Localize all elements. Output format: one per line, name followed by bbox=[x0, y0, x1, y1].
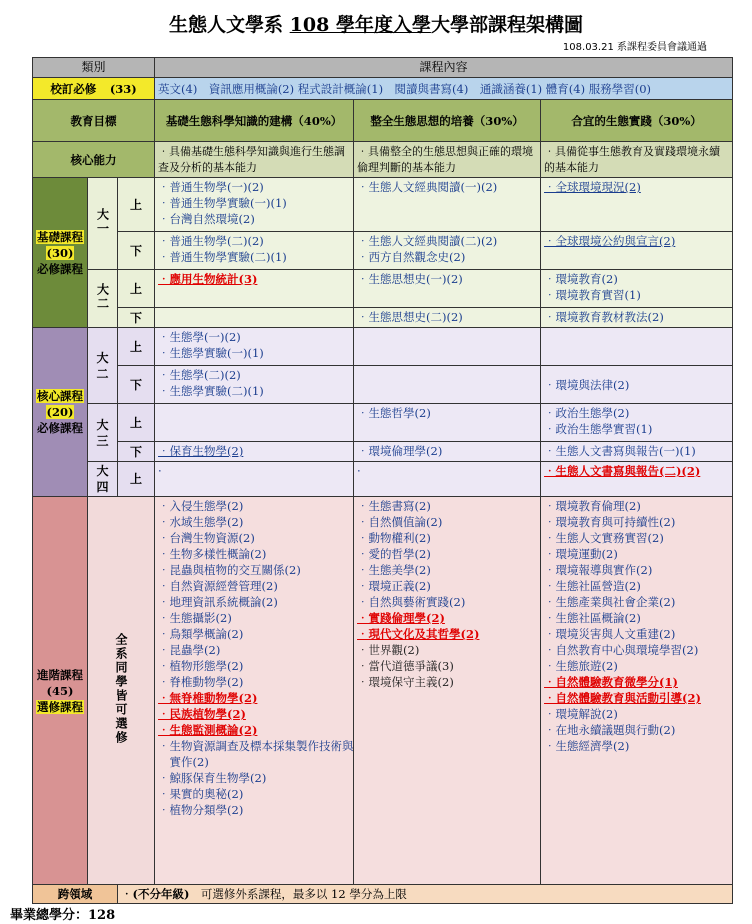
elective-course: ‧昆蟲與植物的交互關係(2) bbox=[158, 563, 301, 577]
header-content: 課程內容 bbox=[155, 58, 733, 78]
elective-course: ‧生態書寫(2) bbox=[357, 499, 431, 513]
elective-course: ‧台灣生物資源(2) bbox=[158, 531, 255, 545]
core-y2-down-c2 bbox=[354, 366, 541, 404]
basic-y2-down-c2: ‧生態思想史(二)(2) bbox=[354, 308, 541, 328]
elective-course: ‧自然價值論(2) bbox=[357, 515, 443, 529]
goal-col-1: 基礎生態科學知識的建構（40%） bbox=[155, 100, 354, 142]
elective-course: ‧實踐倫理學(2) bbox=[357, 611, 445, 625]
advanced-col-1 bbox=[155, 497, 354, 885]
elective-course: ‧鯨豚保育生物學(2) bbox=[158, 771, 267, 785]
core-y3-down-c2: ‧環境倫理學(2) bbox=[354, 442, 541, 462]
approval-note: 108.03.21 系課程委員會議通過 bbox=[562, 42, 707, 53]
advanced-open-note: 全系同學皆可選修 bbox=[88, 497, 155, 885]
basic-courses-label: 基礎課程 (30) 必修課程 bbox=[33, 178, 88, 328]
elective-course: ‧鳥類學概論(2) bbox=[158, 627, 244, 641]
core-y4-up-c1: ‧ bbox=[155, 462, 354, 497]
basic-y2-down: 下 bbox=[118, 308, 155, 328]
elective-course: ‧入侵生態學(2) bbox=[158, 499, 244, 513]
cross-domain-label: 跨領域 bbox=[33, 885, 118, 904]
basic-y1-up: 上 bbox=[118, 178, 155, 232]
elective-course: ‧生態產業與社會企業(2) bbox=[544, 595, 676, 609]
core-y3-down: 下 bbox=[118, 442, 155, 462]
basic-y2-up: 上 bbox=[118, 270, 155, 308]
core-y3-up: 上 bbox=[118, 404, 155, 442]
elective-course: 實作(2) bbox=[158, 755, 209, 769]
elective-course: ‧生態美學(2) bbox=[357, 563, 431, 577]
core-y2-up: 上 bbox=[118, 328, 155, 366]
elective-course: ‧世界觀(2) bbox=[357, 643, 420, 657]
header-category: 類別 bbox=[33, 58, 155, 78]
elective-course: ‧生態攝影(2) bbox=[158, 611, 232, 625]
capability-col-2: ‧具備整全的生態思想與正確的環境倫理判斷的基本能力 bbox=[354, 142, 541, 178]
basic-y1-up-c2: ‧生態人文經典閱讀(一)(2) bbox=[354, 178, 541, 232]
elective-course: ‧愛的哲學(2) bbox=[357, 547, 431, 561]
elective-course: ‧環境災害與人文重建(2) bbox=[544, 627, 676, 641]
basic-y2-down-c3: ‧環境教育教材教法(2) bbox=[541, 308, 733, 328]
total-credits: 畢業總學分：128 bbox=[10, 908, 116, 923]
elective-course: ‧無脊椎動物學(2) bbox=[158, 691, 258, 705]
core-y2-up-c1: ‧生態學(一)(2) ‧生態學實驗(一)(1) bbox=[155, 328, 354, 366]
basic-y1-up-c3: ‧全球環境現況(2) bbox=[541, 178, 733, 232]
core-y4-up-c2: ‧ bbox=[354, 462, 541, 497]
core-y3-up-c2: ‧生態哲學(2) bbox=[354, 404, 541, 442]
goals-label: 教育目標 bbox=[33, 100, 155, 142]
elective-course: ‧生態旅遊(2) bbox=[544, 659, 618, 673]
elective-course: ‧民族植物學(2) bbox=[158, 707, 246, 721]
elective-course: ‧水域生態學(2) bbox=[158, 515, 244, 529]
basic-y1-down-c1: ‧普通生物學(二)(2) ‧普通生物學實驗(二)(1) bbox=[155, 232, 354, 270]
basic-y2-up-c3: ‧環境教育(2) ‧環境教育實習(1) bbox=[541, 270, 733, 308]
advanced-col-2 bbox=[354, 497, 541, 885]
elective-course: ‧植物形態學(2) bbox=[158, 659, 244, 673]
elective-course: ‧動物權利(2) bbox=[357, 531, 431, 545]
capability-col-3: ‧具備從事生態教育及實踐環境永續的基本能力 bbox=[541, 142, 733, 178]
elective-course: ‧脊椎動物學(2) bbox=[158, 675, 244, 689]
basic-y2-up-c2: ‧生態思想史(一)(2) bbox=[354, 270, 541, 308]
elective-course: ‧環境解說(2) bbox=[544, 707, 618, 721]
elective-course: ‧植物分類學(2) bbox=[158, 803, 244, 817]
basic-y2-up-c1: ‧應用生物統計(3) bbox=[155, 270, 354, 308]
basic-y1-down-c3: ‧全球環境公約與宣言(2) bbox=[541, 232, 733, 270]
page-title: 生態人文學系 108 學年度入學大學部課程架構圖 bbox=[169, 14, 583, 36]
basic-y1-down: 下 bbox=[118, 232, 155, 270]
elective-course: ‧生態人文實務實習(2) bbox=[544, 531, 664, 545]
elective-course: ‧當代道德爭議(3) bbox=[357, 659, 454, 673]
elective-course: ‧生物資源調查及標本採集製作技術與 bbox=[158, 739, 354, 753]
elective-course: ‧自然資源經營管理(2) bbox=[158, 579, 278, 593]
elective-course: ‧環境正義(2) bbox=[357, 579, 431, 593]
elective-course: ‧自然體驗教育微學分(1) bbox=[544, 675, 678, 689]
elective-course: ‧生態經濟學(2) bbox=[544, 739, 630, 753]
elective-course: ‧生態監測概論(2) bbox=[158, 723, 258, 737]
goal-col-2: 整全生態思想的培養（30%） bbox=[354, 100, 541, 142]
advanced-col-3 bbox=[541, 497, 733, 885]
elective-course: ‧生物多樣性概論(2) bbox=[158, 547, 267, 561]
elective-course: ‧地理資訊系統概論(2) bbox=[158, 595, 278, 609]
elective-course: ‧在地永續議題與行動(2) bbox=[544, 723, 676, 737]
elective-course: ‧果實的奧秘(2) bbox=[158, 787, 244, 801]
curriculum-table bbox=[32, 57, 733, 904]
basic-year-1: 大一 bbox=[88, 178, 118, 270]
core-year-3: 大三 bbox=[88, 404, 118, 462]
core-year-4: 大四 bbox=[88, 462, 118, 497]
core-y2-down: 下 bbox=[118, 366, 155, 404]
elective-course: ‧自然教育中心與環境學習(2) bbox=[544, 643, 699, 657]
elective-course: ‧環境報導與實作(2) bbox=[544, 563, 653, 577]
elective-course: ‧昆蟲學(2) bbox=[158, 643, 221, 657]
advanced-courses-label: 進階課程 (45) 選修課程 bbox=[33, 497, 88, 885]
core-y2-down-c3: ‧環境與法律(2) bbox=[541, 366, 733, 404]
elective-course: ‧環境教育倫理(2) bbox=[544, 499, 641, 513]
core-y3-down-c1: ‧保育生物學(2) bbox=[155, 442, 354, 462]
elective-course: ‧自然體驗教育與活動引導(2) bbox=[544, 691, 701, 705]
elective-course: ‧環境教育與可持續性(2) bbox=[544, 515, 676, 529]
core-y2-down-c1: ‧生態學(二)(2) ‧生態學實驗(二)(1) bbox=[155, 366, 354, 404]
capabilities-label: 核心能力 bbox=[33, 142, 155, 178]
cross-domain-note: ‧(不分年級) 可選修外系課程，最多以 12 學分為上限 bbox=[118, 885, 733, 904]
core-year-2: 大二 bbox=[88, 328, 118, 404]
core-y3-down-c3: ‧生態人文書寫與報告(一)(1) bbox=[541, 442, 733, 462]
core-y3-up-c3: ‧政治生態學(2) ‧政治生態學實習(1) bbox=[541, 404, 733, 442]
basic-year-2: 大二 bbox=[88, 270, 118, 328]
revised-required-label: 校訂必修 (33) bbox=[33, 78, 155, 100]
basic-y2-down-c1 bbox=[155, 308, 354, 328]
core-y2-up-c2 bbox=[354, 328, 541, 366]
revised-required-courses: 英文(4) 資訊應用概論(2) 程式設計概論(1) 閱讀與書寫(4) 通識涵養(1) 體育(4) 服務學習(0) bbox=[155, 78, 733, 100]
elective-course: ‧環境運動(2) bbox=[544, 547, 618, 561]
core-y2-up-c3 bbox=[541, 328, 733, 366]
capability-col-1: ‧具備基礎生態科學知識與進行生態調查及分析的基本能力 bbox=[155, 142, 354, 178]
basic-y1-down-c2: ‧生態人文經典閱讀(二)(2) ‧西方自然觀念史(2) bbox=[354, 232, 541, 270]
elective-course: ‧生態社區概論(2) bbox=[544, 611, 641, 625]
core-courses-label: 核心課程 (20) 必修課程 bbox=[33, 328, 88, 497]
core-y3-up-c1 bbox=[155, 404, 354, 442]
elective-course: ‧生態社區營造(2) bbox=[544, 579, 641, 593]
elective-course: ‧現代文化及其哲學(2) bbox=[357, 627, 480, 641]
elective-course: ‧環境保守主義(2) bbox=[357, 675, 454, 689]
goal-col-3: 合宜的生態實踐（30%） bbox=[541, 100, 733, 142]
core-y4-up-c3: ‧生態人文書寫與報告(二)(2) bbox=[541, 462, 733, 497]
basic-y1-up-c1: ‧普通生物學(一)(2) ‧普通生物學實驗(一)(1) ‧台灣自然環境(2) bbox=[155, 178, 354, 232]
core-y4-up: 上 bbox=[118, 462, 155, 497]
elective-course: ‧自然與藝術實踐(2) bbox=[357, 595, 466, 609]
